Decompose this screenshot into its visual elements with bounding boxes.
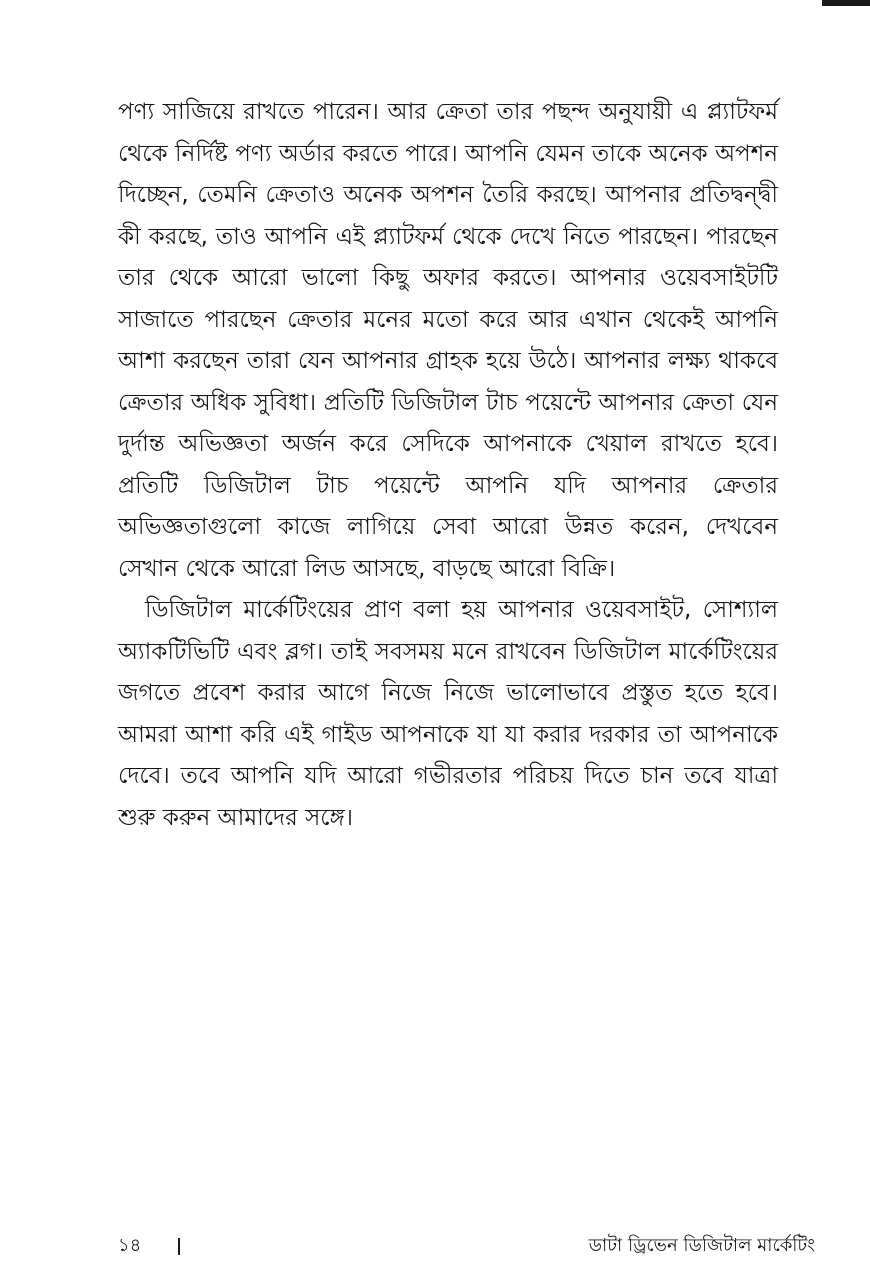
page-corner-mark xyxy=(822,0,870,6)
body-paragraph-2: ডিজিটাল মার্কেটিংয়ের প্রাণ বলা হয় আপনার ওয়েবসাইট, সোশ্যাল অ্যাকটিভিটি এবং ব্লগ। তাই সবসময় মনে রাখবেন ডিজিটাল মার্কেটিংয়ের জগতে প্রবেশ করার আগে নিজে নিজে ভালোভাবে প্রস্তুত হতে হবে। আমরা আশা করি এই গাইড আপনাকে যা যা করার দরকার তা আপনাকে দেবে। তবে আপনি যদি আরো গভীরতার পরিচয় দিতে চান তবে যাত্রা শুরু করুন আমাদের সঙ্গে। xyxy=(118,597,778,831)
page-number: ১৪ xyxy=(118,1235,142,1256)
page-body xyxy=(118,92,778,839)
page-footer xyxy=(0,1226,870,1266)
running-title: ডাটা ড্রিভেন ডিজিটাল মার্কেটিং xyxy=(588,1235,815,1256)
body-paragraph-1: পণ্য সাজিয়ে রাখতে পারেন। আর ক্রেতা তার পছন্দ অনুযায়ী এ প্ল্যাটফর্ম থেকে নির্দিষ্ট পণ্য অর্ডার করতে পারে। আপনি যেমন তাকে অনেক অপশন দিচ্ছেন, তেমনি ক্রেতাও অনেক অপশন তৈরি করছে। আপনার প্রতিদ্বন্দ্বী কী করছে, তাও আপনি এই প্ল্যাটফর্ম থেকে দেখে নিতে পারছেন। পারছেন তার থেকে আরো ভালো কিছু অফার করতে। আপনার ওয়েবসাইটটি সাজাতে পারছেন ক্রেতার মনের মতো করে আর এখান থেকেই আপনি আশা করছেন তারা যেন আপনার গ্রাহক হয়ে উঠে। আপনার লক্ষ্য থাকবে ক্রেতার অধিক সুবিধা। প্রতিটি ডিজিটাল টাচ পয়েন্টে আপনার ক্রেতা যেন দুর্দান্ত অভিজ্ঞতা অর্জন করে সেদিকে আপনাকে খেয়াল রাখতে হবে। প্রতিটি ডিজিটাল টাচ পয়েন্টে আপনি যদি আপনার ক্রেতার অভিজ্ঞতাগুলো কাজে লাগিয়ে সেবা আরো উন্নত করেন, দেখবেন সেখান থেকে আরো লিড আসছে, বাড়ছে আরো বিক্রি। xyxy=(118,99,778,582)
footer-divider xyxy=(178,1238,180,1255)
